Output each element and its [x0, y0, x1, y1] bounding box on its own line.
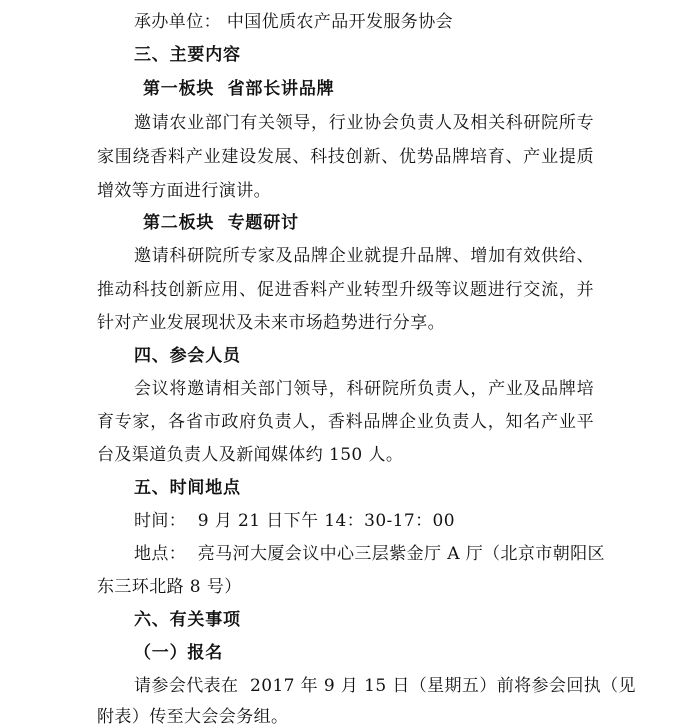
block-2-line: 推动科技创新应用、促进香料产业转型升级等议题进行交流，并: [97, 280, 594, 300]
organizer-value: 中国优质农产品开发服务协会: [226, 12, 454, 32]
registration-line: 附表）传至大会会务组。: [97, 707, 289, 727]
block-1-line: 邀请农业部门有关领导，行业协会负责人及相关科研院所专: [134, 113, 594, 133]
meeting-place-line: 地点： 亮马河大厦会议中心三层紫金厅 A 厅（北京市朝阳区: [134, 544, 605, 564]
section-4-heading: 四、参会人员: [134, 346, 241, 366]
block-1-line: 增效等方面进行演讲。: [97, 181, 271, 201]
section-6-heading: 六、有关事项: [134, 610, 241, 630]
organizer-line: [134, 11, 453, 33]
block-2-heading: 第二板块 专题研讨: [143, 213, 299, 233]
organizer-label: 承办单位：: [134, 12, 221, 32]
subsection-registration-heading: （一）报名: [134, 643, 223, 663]
block-2-line: 针对产业发展现状及未来市场趋势进行分享。: [97, 313, 445, 333]
block-1-line: 家围绕香料产业建设发展、科技创新、优势品牌培育、产业提质: [97, 147, 594, 167]
section-5-heading: 五、时间地点: [134, 478, 241, 498]
attendees-line: 台及渠道负责人及新闻媒体约 150 人。: [97, 445, 404, 465]
block-2-line: 邀请科研院所专家及品牌企业就提升品牌、增加有效供给、: [134, 246, 594, 266]
attendees-line: 育专家，各省市政府负责人，香料品牌企业负责人，知名产业平: [97, 412, 594, 432]
section-3-heading: 三、主要内容: [134, 45, 241, 65]
attendees-line: 会议将邀请相关部门领导，科研院所负责人，产业及品牌培: [134, 379, 594, 399]
meeting-place-line: 东三环北路 8 号）: [97, 577, 242, 597]
meeting-time: 时间： 9 月 21 日下午 14：30-17：00: [134, 511, 455, 531]
registration-line: 请参会代表在 2017 年 9 月 15 日（星期五）前将参会回执（见: [134, 676, 636, 696]
block-1-heading: 第一板块 省部长讲品牌: [143, 79, 335, 99]
